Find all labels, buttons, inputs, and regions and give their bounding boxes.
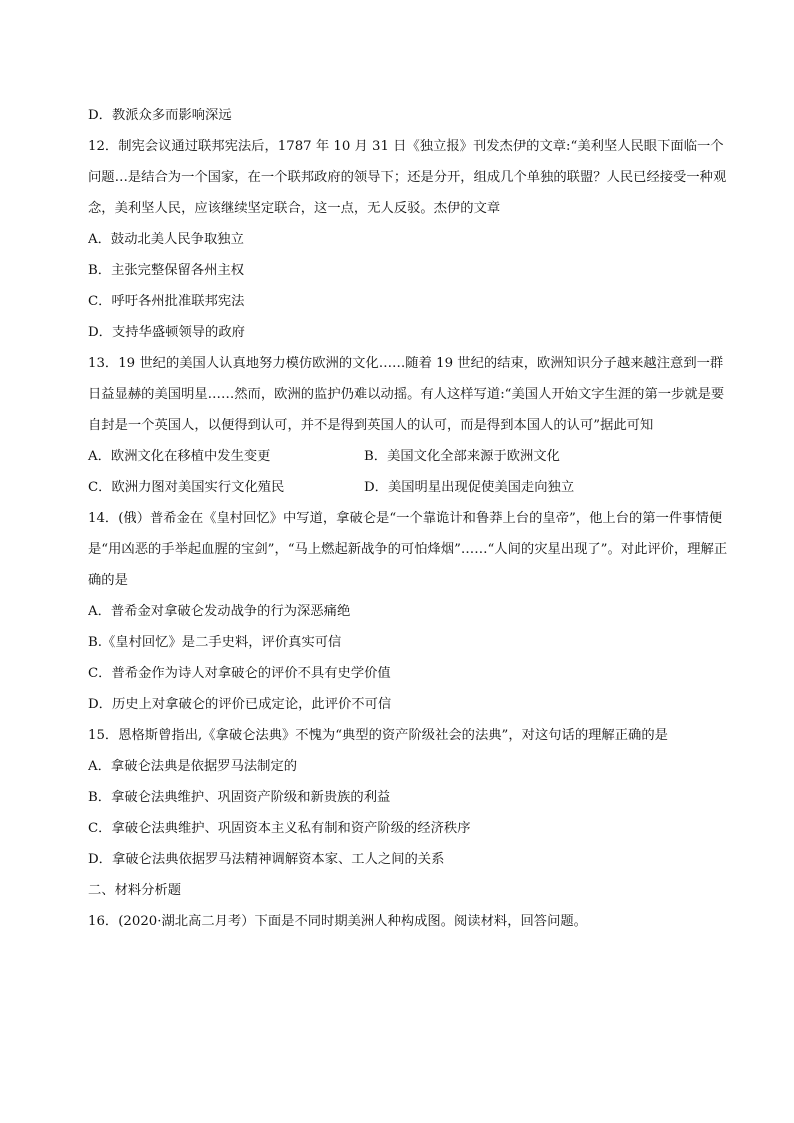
exam-content	[88, 100, 728, 937]
q13-option-a: A．欧洲文化在移植中发生变更	[88, 449, 271, 464]
q13-options-row-1	[88, 441, 728, 472]
section-2-heading: 二、材料分析题	[88, 883, 182, 898]
q13-stem: 13．19 世纪的美国人认真地努力模仿欧洲的文化……随着 19 世纪的结束，欧洲知识分子越来越注意到一群日益显赫的美国明星……然而，欧洲的监护仍难以动摇。有人这样写道:“美国人开始文字生涯的第一步就是要自封是一个英国人，以便得到认可，并不是得到英国人的认可，而是得到本国人的认可”据此可知	[88, 356, 725, 433]
q14-option-d: D．历史上对拿破仑的评价已成定论，此评价不可信	[88, 697, 392, 712]
q15-stem: 15．恩格斯曾指出,《拿破仑法典》不愧为“典型的资产阶级社会的法典”，对这句话的理解正确的是	[88, 728, 668, 743]
q13-option-c: C．欧洲力图对美国实行文化殖民	[88, 480, 285, 495]
q11-option-d: D．教派众多而影响深远	[88, 108, 232, 123]
q14-stem: 14．(俄）普希金在《皇村回忆》中写道，拿破仑是“一个靠诡计和鲁莽上台的皇帝”，他上台的第一件事情便是“用凶恶的手举起血腥的宝剑”，“马上燃起新战争的可怕烽烟”……“人间的灾星出现了”。对此评价，理解正确的是	[88, 511, 728, 588]
q16-stem: 16．(2020·湖北高二月考）下面是不同时期美洲人种构成图。阅读材料，回答问题。	[88, 914, 587, 929]
question-14	[88, 503, 728, 720]
q12-option-c: C．呼吁各州批准联邦宪法	[88, 294, 245, 309]
q12-option-b: B．主张完整保留各州主权	[88, 263, 245, 278]
q13-option-d: D．美国明星出现促使美国走向独立	[364, 480, 575, 495]
q12-stem: 12．制宪会议通过联邦宪法后，1787 年 10 月 31 日《独立报》刊发杰伊的文章:“美利坚人民眼下面临一个问题…是结合为一个国家，在一个联邦政府的领导下；还是分开，组成几个单独的联盟？人民已经接受一种观念，美利坚人民，应该继续坚定联合，这一点，无人反驳。杰伊的文章	[88, 139, 727, 216]
q14-option-a: A．普希金对拿破仑发动战争的行为深恶痛绝	[88, 604, 351, 619]
q15-option-d: D．拿破仑法典依据罗马法精神调解资本家、工人之间的关系	[88, 852, 445, 867]
q15-option-a: A．拿破仑法典是依据罗马法制定的	[88, 759, 298, 774]
q12-option-d: D．支持华盛顿领导的政府	[88, 325, 245, 340]
q15-option-b: B．拿破仑法典维护、巩固资产阶级和新贵族的利益	[88, 790, 391, 805]
q13-option-b: B．美国文化全部来源于欧洲文化	[364, 449, 560, 464]
q14-option-b: B.《皇村回忆》是二手史料，评价真实可信	[88, 635, 342, 650]
q15-option-c: C．拿破仑法典维护、巩固资本主义私有制和资产阶级的经济秩序	[88, 821, 471, 836]
q14-option-c: C．普希金作为诗人对拿破仑的评价不具有史学价值	[88, 666, 391, 681]
question-12	[88, 131, 728, 348]
q13-options-row-2	[88, 472, 728, 503]
question-13	[88, 348, 728, 503]
question-15	[88, 720, 728, 875]
q12-option-a: A．鼓动北美人民争取独立	[88, 232, 244, 247]
